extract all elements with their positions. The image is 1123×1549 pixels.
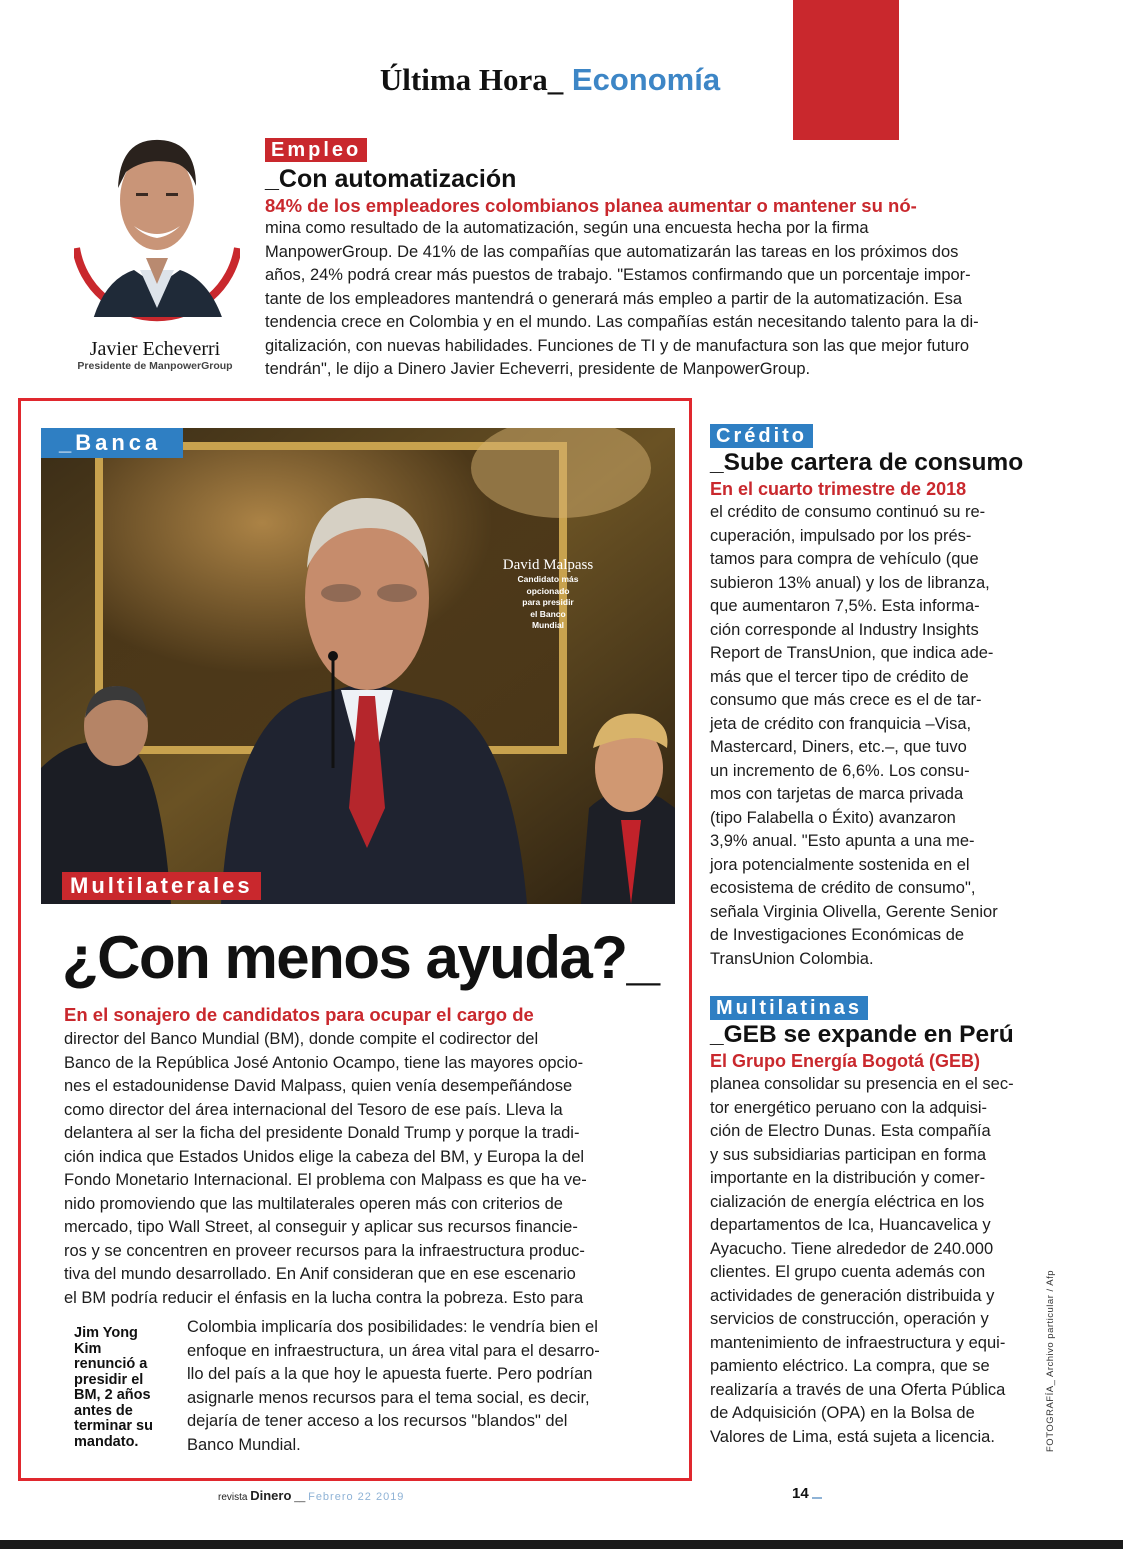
photo-caption-line: para presidir	[522, 597, 574, 607]
body-line: TransUnion Colombia.	[710, 949, 874, 968]
body-line: gitalización, con nuevas habilidades. Funciones de TI y de manufactura son las que mejor futuro	[265, 336, 970, 355]
body-line: mina como resultado de la automatización, según una encuesta hecha por la firma	[265, 219, 869, 237]
body-line: el BM podría reducir el énfasis en la lucha contra la pobreza. Esto para	[64, 1288, 584, 1307]
photo-caption-name: David Malpass	[502, 557, 594, 573]
banca-tag	[41, 428, 183, 458]
photo-caption-line: opcionado	[526, 585, 570, 596]
body-line: tendrán", le dijo a Dinero Javier Echeverri, presidente de ManpowerGroup.	[265, 360, 811, 378]
photo-caption	[500, 558, 596, 631]
footer-separator: __	[294, 1492, 306, 1503]
body-line: señala Virginia Olivella, Gerente Senior	[710, 902, 998, 921]
banca-tag-label: _Banca	[41, 428, 183, 458]
body-line: ros y se concentren en proveer recursos para la infraestructura produc-	[64, 1241, 585, 1260]
body-line: dejaría de tener acceso a los recursos "blandos" del	[187, 1412, 568, 1430]
body-line: mantenimiento de infraestructura y equi-	[710, 1333, 1006, 1352]
body-line: ción indica que Estados Unidos elige la cabeza del BM, y Europa la del	[64, 1147, 585, 1166]
section-title: Última Hora_	[379, 62, 564, 97]
kim-caption	[74, 1326, 184, 1450]
portrait-name: Javier Echeverri	[89, 338, 221, 360]
photo-credit: FOTOGRAFÍA_ Archivo particular / Afp	[1045, 1269, 1056, 1452]
body-line: tamos para compra de vehículo (que	[710, 550, 979, 568]
empleo-headline: _Con automatización	[265, 165, 517, 193]
body-line: tendencia crece en Colombia y en el mundo. Las compañías están necesitando talento para la di-	[265, 313, 979, 331]
body-line: Report de TransUnion, que indica ade-	[710, 644, 994, 662]
empleo-tag: Empleo	[265, 138, 367, 162]
credito-article	[710, 424, 1050, 971]
body-line: llo del país a la que hoy le apuesta fuerte. Pero podrían	[187, 1365, 593, 1383]
body-line: ManpowerGroup. De 41% de las compañías que automatizarán las tareas en los próximos dos	[265, 242, 959, 261]
credito-headline: _Sube cartera de consumo	[710, 449, 1024, 476]
footer-magazine: Dinero	[250, 1488, 292, 1503]
empleo-lead: 84% de los empleadores colombianos planea aumentar o mantener su nó-	[265, 195, 917, 216]
body-line: cialización de energía eléctrica en los	[710, 1192, 985, 1211]
body-line: delantera al ser la ficha del presidente Donald Trump y porque la tradi-	[64, 1124, 580, 1142]
body-line: servicios de construcción, operación y	[710, 1310, 989, 1328]
body-line: tante de los empleadores mantendrá o generará más empleo a partir de la automatización. Esa	[265, 289, 963, 308]
photo-caption-line: Candidato más	[517, 574, 579, 584]
body-line: clientes. El grupo cuenta además con	[710, 1263, 986, 1281]
body-line: realizaría a través de una Oferta Pública	[710, 1380, 1006, 1399]
body-line: ecosistema de crédito de consumo",	[710, 879, 976, 897]
kim-caption-line: mandato.	[74, 1433, 139, 1450]
footer-date: Febrero 22 2019	[308, 1491, 405, 1503]
body-line: planea consolidar su presencia en el sec-	[710, 1075, 1014, 1093]
bottom-rule	[0, 1540, 1123, 1549]
body-line: departamentos de Ica, Huancavelica y	[710, 1216, 991, 1234]
body-line: consumo que más crece es el de tar-	[710, 691, 982, 709]
kim-caption-line: Kim	[74, 1340, 102, 1357]
body-line: cuperación, impulsado por los prés-	[710, 526, 972, 545]
credito-tag: Crédito	[710, 424, 813, 448]
body-line: Colombia implicaría dos posibilidades: le vendría bien el	[187, 1318, 598, 1336]
body-line: actividades de generación distribuida y	[710, 1286, 995, 1305]
body-line: el crédito de consumo continuó su re-	[710, 503, 986, 521]
body-line: como director del área internacional del Tesoro de ese país. Lleva la	[64, 1100, 563, 1119]
empleo-article	[265, 138, 1045, 382]
malpass-photo	[41, 428, 675, 904]
body-line: ción de Electro Dunas. Esta compañía	[710, 1122, 991, 1140]
multilatinas-tag: Multilatinas	[710, 996, 868, 1020]
body-line: tiva del mundo desarrollado. En Anif consideran que en ese escenario	[64, 1265, 576, 1283]
body-line: de Investigaciones Económicas de	[710, 926, 965, 944]
banca-lead: En el sonajero de candidatos para ocupar el cargo de	[64, 1004, 534, 1025]
photo-caption-line: Mundial	[531, 620, 565, 630]
body-line: tor energético peruano con la adquisi-	[710, 1098, 988, 1117]
body-line: nido promoviendo que las multilaterales operen más con criterios de	[64, 1194, 563, 1213]
empleo-body	[265, 217, 1045, 382]
body-line: pamiento eléctrico. La compra, que se	[710, 1357, 990, 1375]
body-line: 3,9% anual. "Esto apunta a una me-	[710, 832, 975, 850]
multilaterales-tag	[62, 872, 261, 900]
body-line: (tipo Falabella o Éxito) avanzaron	[710, 808, 956, 827]
credito-body	[710, 501, 1050, 971]
body-line: que aumentaron 7,5%. Esta informa-	[710, 597, 980, 615]
body-line: jora potencialmente sostenida en el	[710, 855, 970, 874]
body-line: Banco Mundial.	[187, 1435, 301, 1454]
section-category: Economía	[563, 62, 721, 97]
body-line: enfoque en infraestructura, un área vital para el desarro-	[187, 1341, 600, 1360]
body-line: Fondo Monetario Internacional. El problema con Malpass es que ha ve-	[64, 1171, 587, 1189]
multilatinas-lead: El Grupo Energía Bogotá (GEB)	[710, 1051, 981, 1071]
photo-caption-line: el Banco	[530, 608, 566, 619]
body-line: subieron 13% anual) y los de libranza,	[710, 573, 990, 592]
page-number-dash	[812, 1497, 822, 1499]
body-line: Mastercard, Diners, etc.–, que tuvo	[710, 738, 967, 756]
page-number: 14	[792, 1485, 809, 1502]
body-line: años, 24% podrá crear más puestos de trabajo. "Estamos confirmando que un porcentaje impor-	[265, 266, 971, 284]
footer	[218, 1488, 404, 1503]
top-red-block	[793, 0, 899, 140]
body-line: nes el estadounidense David Malpass, quien venía desempeñándose	[64, 1077, 573, 1095]
body-line: Ayacucho. Tiene alrededor de 240.000	[710, 1239, 994, 1258]
banca-headline: ¿Con menos ayuda?_	[62, 924, 659, 991]
kim-caption-line: antes de	[74, 1402, 133, 1419]
multilatinas-article	[710, 996, 1050, 1449]
body-line: un incremento de 6,6%. Los consu-	[710, 761, 970, 780]
multilaterales-tag-label: Multilaterales	[62, 872, 261, 900]
body-line: asignarle menos recursos para el tema social, es decir,	[187, 1388, 590, 1407]
body-line: y sus subsidiarias participan en forma	[710, 1145, 987, 1164]
multilatinas-body	[710, 1073, 1050, 1449]
banca-body-continued	[187, 1316, 657, 1457]
kim-caption-line: BM, 2 años	[74, 1387, 151, 1403]
body-line: mos con tarjetas de marca privada	[710, 785, 964, 803]
body-line: Banco de la República José Antonio Ocampo, tiene las mayores opcio-	[64, 1053, 584, 1072]
kim-caption-line: Jim Yong	[74, 1325, 138, 1341]
footer-prefix: revista	[218, 1492, 248, 1503]
body-line: Valores de Lima, está sujeta a licencia.	[710, 1427, 995, 1446]
kim-caption-line: renunció a	[74, 1356, 148, 1372]
portrait-photo	[74, 108, 240, 330]
body-line: ción corresponde al Industry Insights	[710, 620, 979, 639]
body-line: importante en la distribución y comer-	[710, 1169, 986, 1187]
kim-caption-line: presidir el	[74, 1371, 144, 1388]
body-line: más que el tercer tipo de crédito de	[710, 667, 969, 686]
body-line: mercado, tipo Wall Street, al conseguir y aplicar sus recursos financie-	[64, 1218, 578, 1236]
kim-caption-line: terminar su	[74, 1418, 153, 1434]
body-line: de Adquisición (OPA) en la Bolsa de	[710, 1404, 975, 1422]
portrait-role: Presidente de ManpowerGroup	[77, 360, 233, 372]
body-line: director del Banco Mundial (BM), donde compite el codirector del	[64, 1030, 539, 1048]
section-header	[320, 62, 780, 98]
banca-body	[64, 1028, 664, 1310]
credito-lead: En el cuarto trimestre de 2018	[710, 479, 967, 499]
multilatinas-headline: _GEB se expande en Perú	[710, 1021, 1014, 1048]
body-line: jeta de crédito con franquicia –Visa,	[710, 714, 972, 733]
